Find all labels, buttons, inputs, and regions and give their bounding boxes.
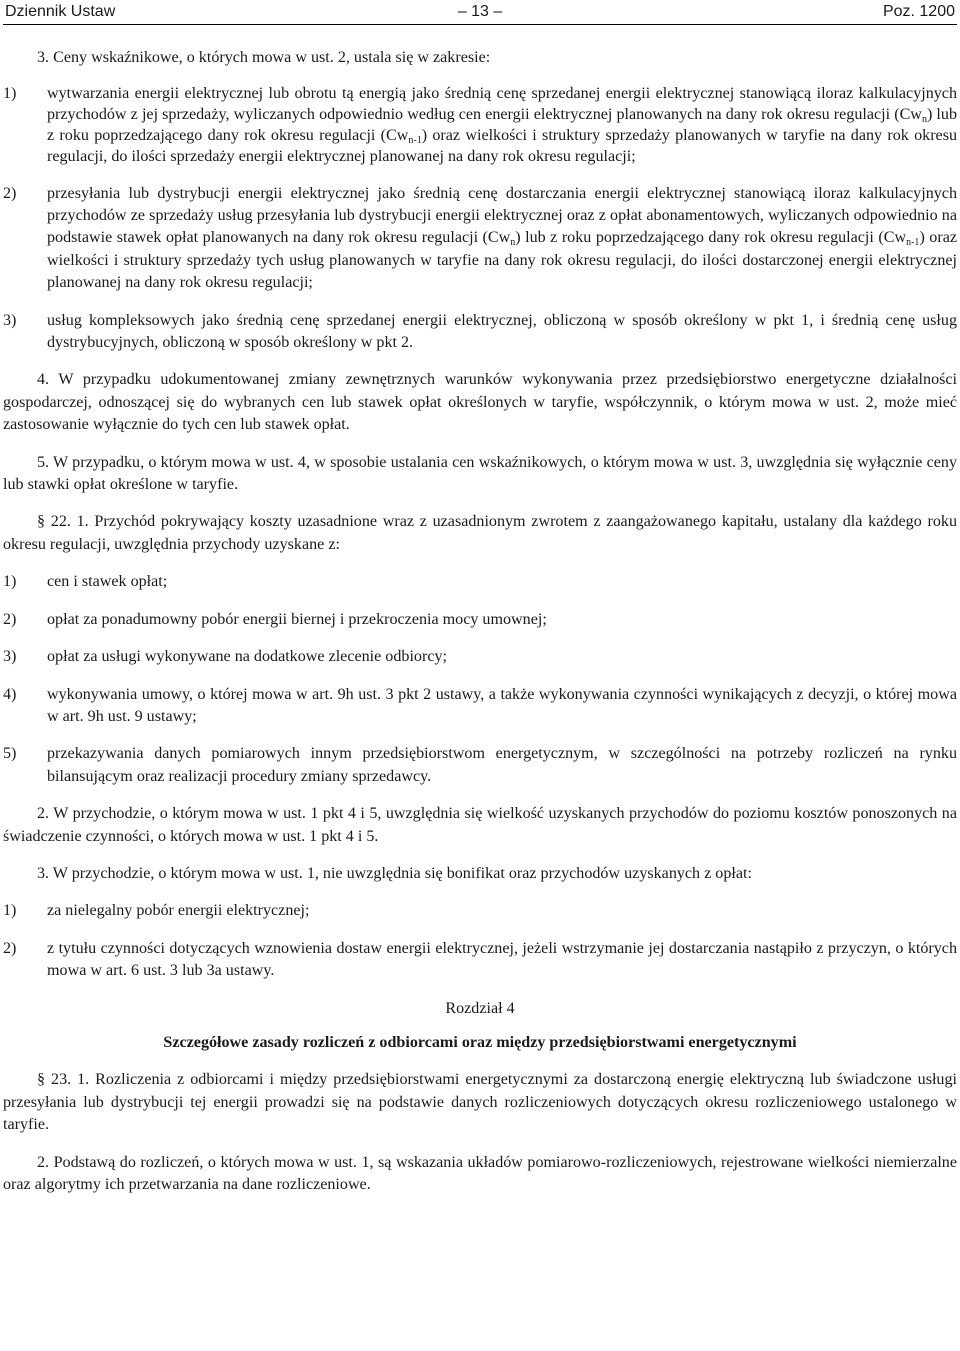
- list-text: wytwarzania energii elektrycznej lub obrotu tą energią jako średnią cenę sprzedanej energii elektrycznej stanowiącą iloraz kalkulacyjnych przychodów z jej sprzedaży, wyliczanych odpowiednio według cen energii elektrycznej planowanych na dany rok okresu regulacji $(Cw_n)$ lub z roku poprzedzającego dany rok okresu regulacji $(Cw_{n-1})$ oraz wielkości i struktury sprzedaży planowanych w taryfie na dany rok okresu regulacji, do ilości sprzedaży energii elektrycznej planowanej na dany rok okresu regulacji;: [47, 85, 958, 165]
- paragraph-section-22-ust-2: 2. W przychodzie, o którym mowa w ust. 1 pkt 4 i 5, uwzględnia się wielkość uzyskanych przychodów do poziomu kosztów ponoszonych na świadczenie czynności, o których mowa w ust. 1 pkt 4 i 5.: [3, 805, 957, 845]
- paragraph-ust-5: 5. W przypadku, o którym mowa w ust. 4, w sposobie ustalania cen wskaźnikowych, o którym mowa w ust. 3, uwzględnia się wyłącznie ceny lub stawki opłat określone w taryfie.: [3, 453, 957, 494]
- list-text: opłat za ponadumowny pobór energii biernej i przekroczenia mocy umownej;: [47, 610, 547, 628]
- paragraph-section-22: § 22. 1. Przychód pokrywający koszty uzasadnione wraz z uzasadnionym zwrotem z zaangażowanego kapitału, ustalany dla każdego roku okresu regulacji, uwzględnia przychody uzyskane z:: [3, 513, 957, 553]
- list-item: [3, 684, 957, 729]
- paragraph-section-23-ust-2: 2. Podstawą do rozliczeń, o których mowa w ust. 1, są wskazania układów pomiarowo-rozliczeniowych, rejestrowane wielkości niemierzalne oraz algorytmy ich przetwarzania na dane rozliczeniowe.: [3, 1153, 957, 1193]
- list-number: 5): [3, 745, 17, 763]
- list-text: z tytułu czynności dotyczących wznowienia dostaw energii elektrycznej, jeżeli wstrzymanie jej dostarczania nastąpiło z przyczyn, o których mowa w art. 6 ust. 3 lub 3a ustawy.: [47, 939, 957, 980]
- list-number: 4): [3, 685, 17, 703]
- list-item: [3, 900, 957, 922]
- list-item: [3, 310, 957, 355]
- list-text: przekazywania danych pomiarowych innym przedsiębiorstwom energetycznym, w szczególności na potrzeby rozliczeń na rynku bilansującym oraz realizacji procedury zmiany sprzedawcy.: [47, 745, 957, 785]
- chapter-title: Szczegółowe zasady rozliczeń z odbiorcami oraz między przedsiębiorstwami energetycznymi: [163, 1033, 797, 1051]
- list-text: usług kompleksowych jako średnią cenę sprzedanej energii elektrycznej, obliczoną w sposób określony w pkt 1, i średnią cenę usług dystrybucyjnych, obliczoną w sposób określony w pkt 2.: [47, 311, 957, 352]
- list-number: 3): [3, 311, 17, 329]
- page-number: – 13 –: [457, 3, 503, 20]
- paragraph-section-23: § 23. 1. Rozliczenia z odbiorcami i między przedsiębiorstwami energetycznymi za dostarczoną energię elektryczną lub świadczone usługi przesyłania lub dystrybucji tej energii prowadzi się na podstawie danych rozliczeniowych dotyczących okresu rozliczeniowego ustalonego w taryfie.: [3, 1071, 957, 1134]
- list-number: 1): [3, 573, 17, 591]
- page-header: [3, 0, 957, 25]
- paragraph-section-22-ust-3: 3. W przychodzie, o którym mowa w ust. 1, nie uwzględnia się bonifikat oraz przychodów uzyskanych z opłat:: [37, 864, 752, 882]
- list-item: [3, 183, 957, 295]
- list-text: za nielegalny pobór energii elektrycznej;: [47, 902, 310, 920]
- list-number: 2): [3, 184, 17, 202]
- list-item: [3, 938, 957, 983]
- list-number: 1): [3, 85, 17, 103]
- list-text: cen i stawek opłat;: [47, 573, 168, 591]
- document-body: [3, 47, 957, 1196]
- list-item: [3, 743, 957, 788]
- list-item: [3, 646, 957, 668]
- list-text: przesyłania lub dystrybucji energii elektrycznej jako średnią cenę dostarczania energii elektrycznej stanowiącą iloraz kalkulacyjnych przychodów ze sprzedaży usług przesyłania lub dystrybucji energii elektrycznej oraz z opłat abonamentowych, wyliczanych odpowiednio na podstawie stawek opłat planowanych na dany rok okresu regulacji $(Cw_n)$ lub z roku poprzedzającego dany rok okresu regulacji $(Cw_{n-1})$ oraz wielkości i struktury sprzedaży tych usług planowanych w taryfie na dany rok okresu regulacji, do ilości dostarczonej energii elektrycznej planowanej na dany rok okresu regulacji;: [47, 184, 957, 292]
- list-number: 2): [3, 610, 17, 628]
- list-number: 2): [3, 939, 17, 957]
- list-item: [3, 609, 957, 631]
- chapter-heading: Rozdział 4: [445, 999, 515, 1017]
- paragraph-ust-4: 4. W przypadku udokumentowanej zmiany zewnętrznych warunków wykonywania przez przedsiębiorstwo energetyczne działalności gospodarczej, odnoszącej się do wybranych cen lub stawek opłat określonych w taryfie, współczynnik, o którym mowa w ust. 2, może mieć zastosowanie wyłącznie do tych cen lub stawek opłat.: [3, 371, 957, 434]
- list-item: [3, 84, 957, 167]
- list-text: opłat za usługi wykonywane na dodatkowe zlecenie odbiorcy;: [47, 648, 447, 666]
- journal-title: Dziennik Ustaw: [5, 3, 116, 20]
- list-number: 1): [3, 902, 17, 920]
- list-text: wykonywania umowy, o której mowa w art. 9h ust. 3 pkt 2 ustawy, a także wykonywania czynności wynikających z decyzji, o której mowa w art. 9h ust. 9 ustawy;: [47, 685, 957, 725]
- paragraph-ust-3: 3. Ceny wskaźnikowe, o których mowa w ust. 2, ustala się w zakresie:: [37, 49, 491, 66]
- item-number: Poz. 1200: [882, 3, 955, 20]
- list-number: 3): [3, 648, 17, 666]
- list-item: [3, 571, 957, 593]
